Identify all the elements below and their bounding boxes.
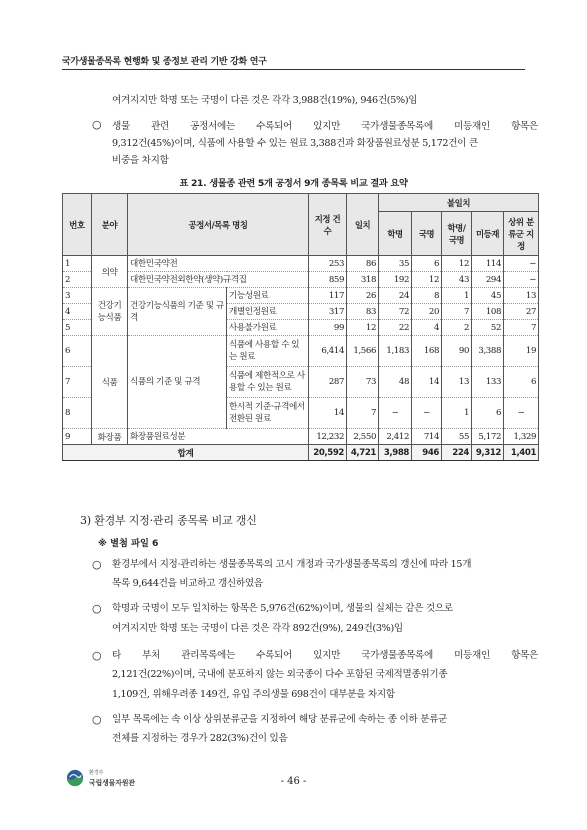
cell: 13	[442, 367, 472, 398]
list-name: 대한민국약전외한약(생약)규격집	[128, 272, 309, 288]
b2-line2: 여겨지지만 학명 또는 국명이 다른 것은 각각 892건(9%), 249건(3%)임	[112, 623, 403, 634]
cell: 73	[347, 367, 379, 398]
row-no: 3	[63, 288, 92, 304]
row-no: 4	[63, 304, 92, 320]
group-food-sub: 식품의 기준 및 규격	[128, 336, 227, 429]
cell: 859	[309, 272, 347, 288]
cell: 1,329	[504, 429, 539, 445]
bullet1-line1: 생물 관련 공정서에는 수록되어 있지만 국가생물종목록에 미등재인 항목은	[112, 121, 538, 132]
cell: 4	[412, 320, 442, 336]
group-health-sub: 건강기능식품의 기준 및 규격	[128, 288, 227, 336]
comparison-table	[62, 193, 539, 461]
b3-line2: 2,121건(22%)이며, 국내에 분포하지 않는 외국종이 다수 포함된 국제적멸종위기종	[112, 669, 448, 680]
cell: 20	[412, 304, 442, 320]
cell: 2	[442, 320, 472, 336]
list-name: 식품에 제한적으로 사용할 수 있는 원료	[227, 367, 309, 398]
b4-line1: 일부 목록에는 속 이상 상위분류군을 지정하여 해당 분류군에 속하는 종 이하 분류군	[112, 714, 448, 725]
list-name: 한시적 기준·규격에서 전환된 원료	[227, 398, 309, 429]
total-cell: 9,312	[472, 445, 504, 461]
group-food: 식품	[92, 336, 128, 429]
cell: 114	[472, 256, 504, 272]
cell: 99	[309, 320, 347, 336]
cell: 48	[379, 367, 412, 398]
table-row	[63, 288, 539, 304]
bullet-circle: ○	[92, 649, 102, 662]
header-sci: 학명	[379, 212, 412, 256]
cell: 19	[504, 336, 539, 367]
cell: 55	[442, 429, 472, 445]
cell: −	[379, 398, 412, 429]
cell: 27	[504, 304, 539, 320]
cell: 6	[412, 256, 442, 272]
b3-line3: 1,109건, 위해우려종 149건, 유입 주의생물 698건이 대부분을 차지함	[112, 689, 395, 700]
cell: 26	[347, 288, 379, 304]
cell: 6	[472, 398, 504, 429]
table-caption: 표 21. 생물종 관련 5개 공정서 9개 종목록 비교 결과 요약	[179, 178, 408, 189]
cell: 45	[472, 288, 504, 304]
cell: −	[504, 398, 539, 429]
group-pharma: 의약	[92, 256, 128, 288]
cell: 6	[504, 367, 539, 398]
cell: 168	[412, 336, 442, 367]
cell: 7	[347, 398, 379, 429]
header-no: 번호	[63, 194, 92, 256]
total-cell: 20,592	[309, 445, 347, 461]
list-name: 대한민국약전	[128, 256, 309, 272]
cell: 7	[442, 304, 472, 320]
b2-line1: 학명과 국명이 모두 일치하는 항목은 5,976건(62%)이며, 생물의 실체는 같은 것으로	[112, 603, 453, 614]
cell: 14	[412, 367, 442, 398]
row-no: 5	[63, 320, 92, 336]
cell: 117	[309, 288, 347, 304]
b1-line1: 환경부에서 지정·관리하는 생물종목록의 고시 개정과 국가생물종목록의 갱신에 따라 15개	[112, 559, 472, 570]
total-cell: 946	[412, 445, 442, 461]
b3-line1: 타 부처 관리목록에는 수록되어 있지만 국가생물종목록에 미등재인 항목은	[112, 650, 538, 661]
cell: 2,550	[347, 429, 379, 445]
cell: −	[412, 398, 442, 429]
b1-line2: 목록 9,644건을 비교하고 갱신하였음	[112, 578, 263, 589]
cell: 14	[309, 398, 347, 429]
list-name: 개별인정원료	[227, 304, 309, 320]
cell: 1,183	[379, 336, 412, 367]
row-no: 9	[63, 429, 92, 445]
footer-org: 국립생물자원관	[89, 779, 135, 787]
cell: 253	[309, 256, 347, 272]
group-health: 건강기능식품	[92, 288, 128, 336]
cell: 1	[442, 398, 472, 429]
cell: 12	[412, 272, 442, 288]
cell: 287	[309, 367, 347, 398]
cell: 12	[347, 320, 379, 336]
header-list-name: 공정서/목록 명칭	[128, 194, 309, 256]
row-no: 6	[63, 336, 92, 367]
total-cell: 4,721	[347, 445, 379, 461]
list-name: 식품에 사용할 수 있는 원료	[227, 336, 309, 367]
page-number: - 46 -	[280, 776, 307, 787]
cell: 714	[412, 429, 442, 445]
cell: 8	[412, 288, 442, 304]
row-no: 7	[63, 367, 92, 398]
header-field: 분야	[92, 194, 128, 256]
cell: 90	[442, 336, 472, 367]
bullet1-line2: 9,312건(45%)이며, 식품에 사용할 수 있는 원료 3,388건과 화장품원료성분 5,172건이 큰	[112, 138, 478, 149]
cell: 294	[472, 272, 504, 288]
cell: −	[504, 272, 539, 288]
group-cosmetic: 화장품	[92, 429, 128, 445]
running-header: 국가생물종목록 현행화 및 종정보 관리 기반 강화 연구	[62, 57, 267, 67]
total-cell: 224	[442, 445, 472, 461]
cell: 3,388	[472, 336, 504, 367]
table-row	[63, 429, 539, 445]
bullet-circle: ○	[92, 602, 102, 615]
header-higher: 상위 분류군 지정	[504, 212, 539, 256]
cell: 192	[379, 272, 412, 288]
cell: 22	[379, 320, 412, 336]
total-cell: 1,401	[504, 445, 539, 461]
bullet-circle: ○	[92, 713, 102, 726]
cell: 43	[442, 272, 472, 288]
list-name: 사용불가원료	[227, 320, 309, 336]
cell: 86	[347, 256, 379, 272]
cell: 7	[504, 320, 539, 336]
header-match: 일치	[347, 194, 379, 256]
attachment-note: ※ 별첨 파일 6	[98, 538, 159, 549]
cell: 5,172	[472, 429, 504, 445]
list-name: 기능성원료	[227, 288, 309, 304]
header-kor: 국명	[412, 212, 442, 256]
header-unlisted: 미등재	[472, 212, 504, 256]
cell: 1	[442, 288, 472, 304]
total-cell: 3,988	[379, 445, 412, 461]
cell: 52	[472, 320, 504, 336]
row-no: 2	[63, 272, 92, 288]
cell: 133	[472, 367, 504, 398]
cell: 318	[347, 272, 379, 288]
bullet1-line3: 비중을 차지함	[112, 155, 169, 166]
table-row	[63, 256, 539, 272]
bullet-circle: ○	[92, 558, 102, 571]
cell: 12,232	[309, 429, 347, 445]
cell: 2,412	[379, 429, 412, 445]
b4-line2: 전체를 지정하는 경우가 282(3%)건이 있음	[112, 733, 288, 744]
cell: 317	[309, 304, 347, 320]
table-row	[63, 272, 539, 288]
cell: 13	[504, 288, 539, 304]
cell: 1,566	[347, 336, 379, 367]
bullet-circle: ○	[92, 118, 102, 131]
cell: 6,414	[309, 336, 347, 367]
cell: 72	[379, 304, 412, 320]
header-rule	[62, 69, 525, 70]
total-label: 합계	[63, 445, 309, 461]
footer-ministry: 환경부	[89, 770, 104, 776]
continuation-text: 여겨지지만 학명 또는 국명이 다른 것은 각각 3,988건(19%), 946건(5%)임	[112, 95, 418, 106]
cell: 108	[472, 304, 504, 320]
cell: −	[504, 256, 539, 272]
header-mismatch: 불일치	[379, 194, 539, 212]
row-no: 1	[63, 256, 92, 272]
cell: 24	[379, 288, 412, 304]
list-name: 화장품원료성분	[128, 429, 309, 445]
header-designated: 지정 건 수	[309, 194, 347, 256]
section-title: 3) 환경부 지정·관리 종목록 비교 갱신	[80, 514, 257, 527]
cell: 83	[347, 304, 379, 320]
row-no: 8	[63, 398, 92, 429]
table-row	[63, 336, 539, 367]
total-row	[63, 445, 539, 461]
cell: 12	[442, 256, 472, 272]
cell: 35	[379, 256, 412, 272]
header-scikor: 학명/국명	[442, 212, 472, 256]
